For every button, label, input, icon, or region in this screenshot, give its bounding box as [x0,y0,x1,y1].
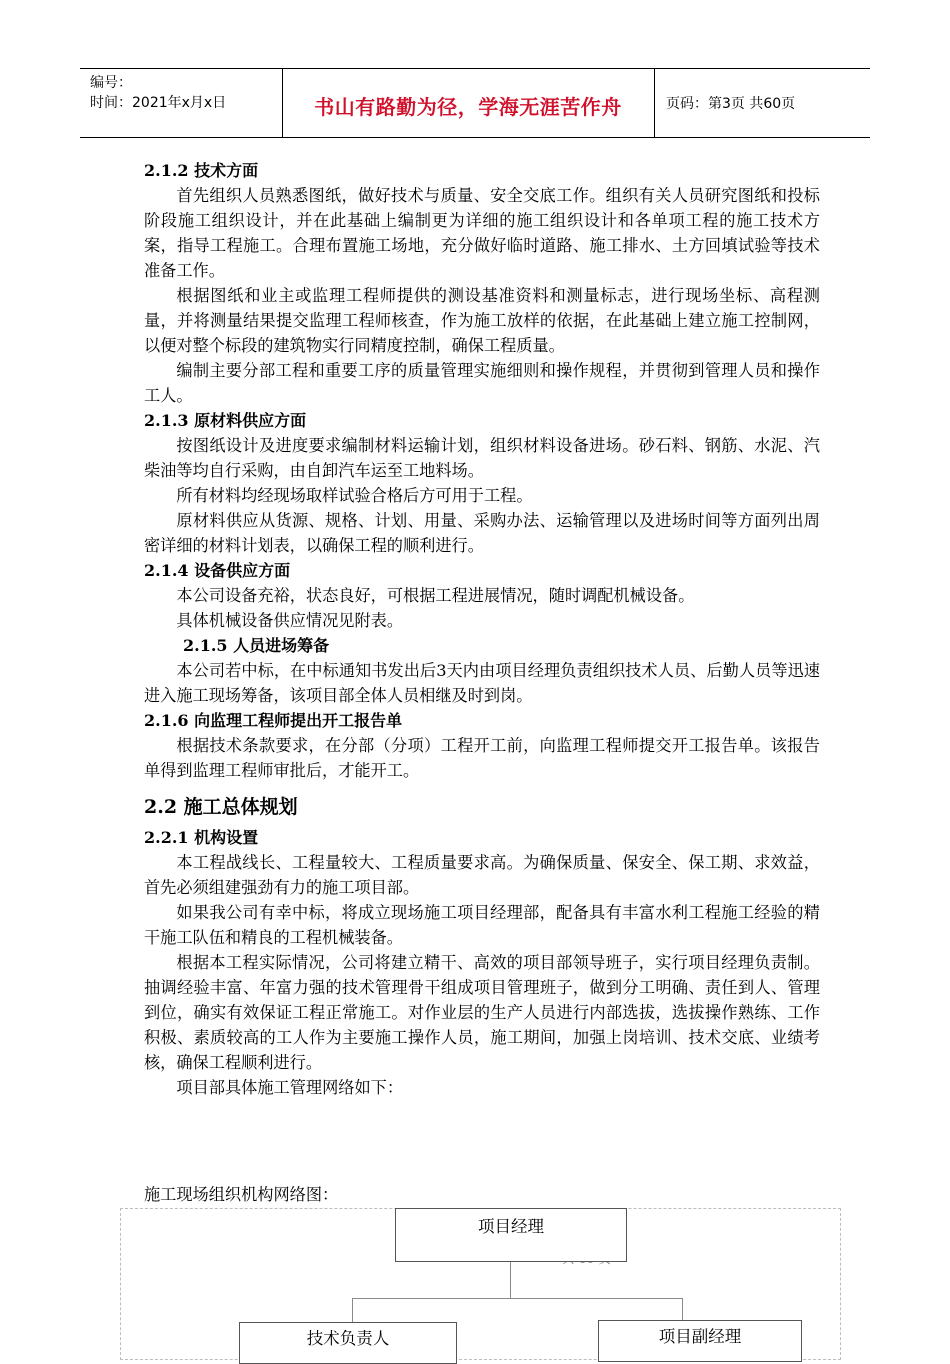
chapter-title: 2.2 施工总体规划 [144,796,298,818]
paragraph: 编制主要分部工程和重要工序的质量管理实施细则和操作规程，并贯彻到管理人员和操作工人。 [144,361,820,405]
page-header [80,68,870,138]
org-box-project-manager: 项目经理 [395,1208,627,1262]
section-title: 2.1.4 设备供应方面 [144,561,291,580]
paragraph: 首先组织人员熟悉图纸，做好技术与质量、安全交底工作。组织有关人员研究图纸和投标阶段施工组织设计，并在此基础上编制更为详细的施工组织设计和各单项工程的施工技术方案，指导工程施工。合理布置施工场地，充分做好临时道路、施工排水、土方回填试验等技术准备工作。 [144,186,820,280]
connector-line [352,1298,353,1322]
paragraph: 原材料供应从货源、规格、计划、用量、采购办法、运输管理以及进场时间等方面列出周密详细的材料计划表，以确保工程的顺利进行。 [144,511,820,555]
org-box-deputy-manager: 项目副经理 [598,1320,802,1362]
paragraph: 具体机械设备供应情况见附表。 [176,611,404,630]
section-title: 2.1.2 技术方面 [144,161,259,180]
section-title: 2.2.1 机构设置 [144,828,259,847]
section-title: 2.1.3 原材料供应方面 [144,411,307,430]
section-title: 2.1.5 人员进场筹备 [183,636,330,655]
paragraph: 所有材料均经现场取样试验合格后方可用于工程。 [176,486,533,505]
connector-line [682,1298,683,1320]
paragraph: 如果我公司有幸中标，将成立现场施工项目经理部，配备具有丰富水利工程施工经验的精干施工队伍和精良的工程机械装备。 [144,903,820,947]
page-number: 页码：第3页 共60页 [666,96,796,112]
header-motto: 书山有路勤为径，学海无涯苦作舟 [314,95,622,119]
paragraph: 项目部具体施工管理网络如下： [176,1078,404,1097]
header-meta [90,73,226,113]
header-divider [654,69,655,137]
paragraph: 本公司设备充裕，状态良好，可根据工程进展情况，随时调配机械设备。 [176,586,695,605]
document-body [144,158,820,1100]
paragraph: 按图纸设计及进度要求编制材料运输计划，组织材料设备进场。砂石料、钢筋、水泥、汽柴油等均自行采购，由自卸汽车运至工地料场。 [144,436,820,480]
connector-line [510,1261,511,1299]
section-title: 2.1.6 向监理工程师提出开工报告单 [144,711,403,730]
connector-line [352,1298,682,1299]
org-box-technical-lead: 技术负责人 [239,1322,457,1364]
org-chart-caption: 施工现场组织机构网络图： [144,1185,339,1204]
paragraph: 根据技术条款要求，在分部（分项）工程开工前，向监理工程师提交开工报告单。该报告单得到监理工程师审批后，才能开工。 [144,736,820,780]
paragraph: 根据本工程实际情况，公司将建立精干、高效的项目部领导班子，实行项目经理负责制。抽调经验丰富、年富力强的技术管理骨干组成项目管理班子，做到分工明确、责任到人、管理到位，确实有效保证工程正常施工。对作业层的生产人员进行内部选拔，选拔操作熟练、工作积极、素质较高的工人作为主要施工操作人员，施工期间，加强上岗培训、技术交底、业绩考核，确保工程顺利进行。 [144,953,820,1072]
paragraph: 本工程战线长、工程量较大、工程质量要求高。为确保质量、保安全、保工期、求效益，首先必须组建强劲有力的施工项目部。 [144,853,820,897]
doc-number: 编号： [90,75,132,91]
doc-date: 时间：2021年x月x日 [90,95,227,111]
paragraph: 根据图纸和业主或监理工程师提供的测设基准资料和测量标志，进行现场坐标、高程测量，并将测量结果提交监理工程师核查，作为施工放样的依据，在此基础上建立施工控制网，以便对整个标段的建筑物实行同精度控制，确保工程质量。 [144,286,820,355]
paragraph: 本公司若中标，在中标通知书发出后3天内由项目经理负责组织技术人员、后勤人员等迅速进入施工现场筹备，该项目部全体人员相继及时到岗。 [144,661,820,705]
